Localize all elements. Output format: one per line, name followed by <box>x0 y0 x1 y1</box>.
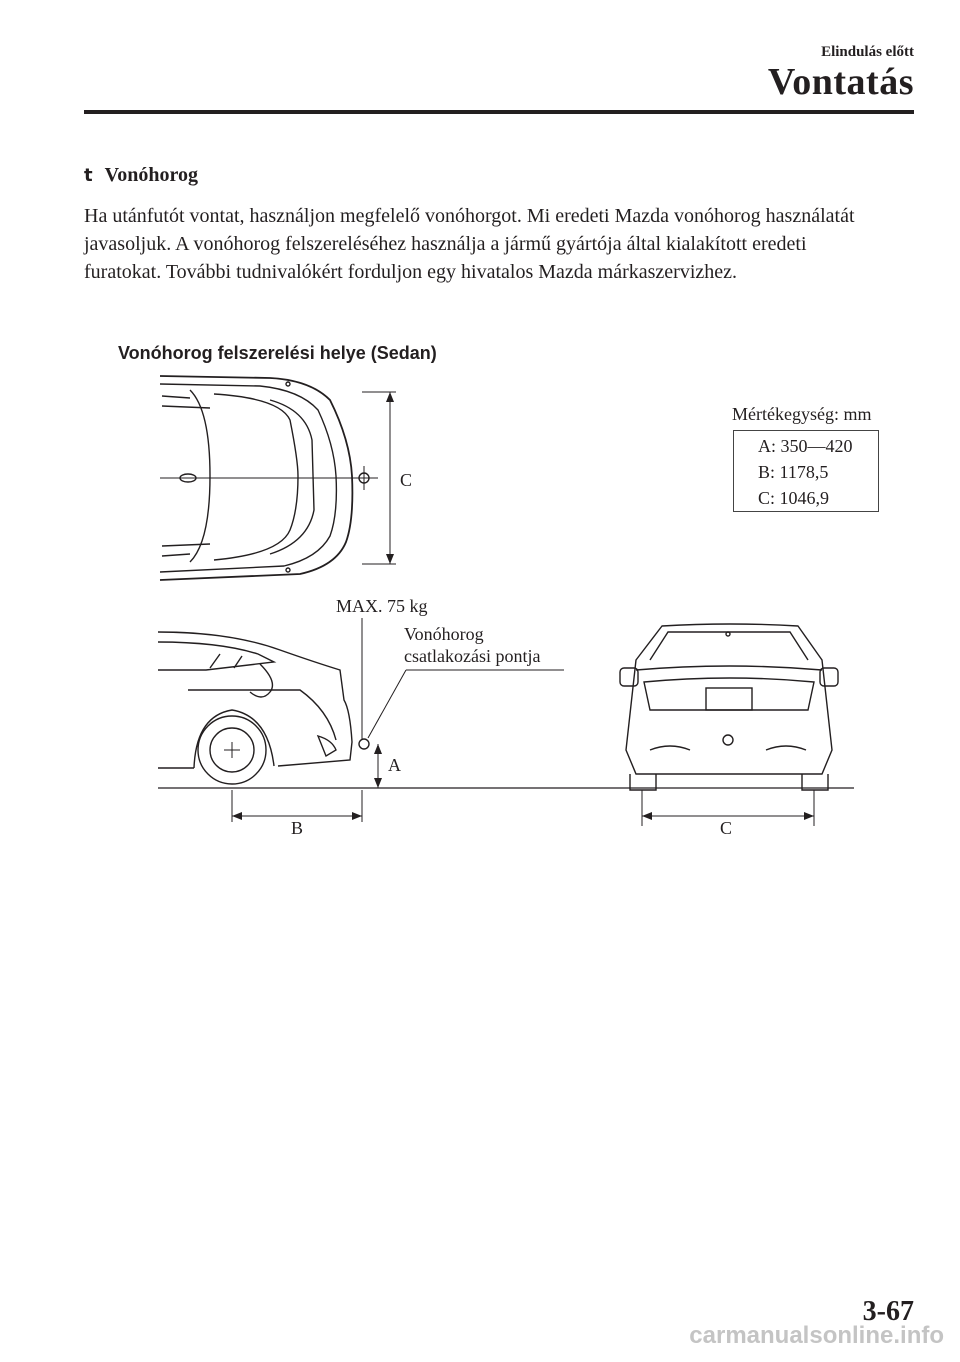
hitch-leader <box>368 670 564 738</box>
label-a: A <box>388 755 401 775</box>
page-number: 3-67 <box>862 1296 914 1327</box>
side-view-car <box>158 632 369 784</box>
towbar-diagram <box>150 370 860 840</box>
dimension-a <box>374 744 382 788</box>
spec-b: B: 1178,5 <box>758 462 829 482</box>
rear-view-car <box>620 624 838 790</box>
watermark: carmanualsonline.info <box>689 1322 944 1349</box>
section-heading-text: Vonóhorog <box>104 164 198 186</box>
body-paragraph: Ha utánfutót vontat, használjon megfelelő vonóhorgot. Mi eredeti Mazda vonóhorog használatát javasoljuk. A vonóhorog felszereléséhez használja a jármű gyártója által kialakított eredeti furatokat. További tudnivalókért forduljon egy hivatalos Mazda márkaszervizhez. <box>84 205 855 283</box>
header-section-label: Elindulás előtt <box>821 44 914 60</box>
label-hitch-line2: csatlakozási pontja <box>404 646 541 666</box>
label-hitch-line1: Vonóhorog <box>404 624 484 644</box>
label-max-load: MAX. 75 kg <box>336 596 428 616</box>
page-title: Vontatás <box>767 61 914 103</box>
figure-title: Vonóhorog felszerelési helye (Sedan) <box>118 343 437 363</box>
header-rule <box>84 110 914 114</box>
section-marker-icon: t <box>84 165 93 186</box>
label-c-rear: C <box>720 818 733 838</box>
spec-a: A: 350—420 <box>758 436 853 456</box>
top-view-car <box>160 376 378 580</box>
label-c-top: C <box>400 470 413 490</box>
section-heading <box>84 164 198 187</box>
label-b: B <box>291 818 304 838</box>
spec-c: C: 1046,9 <box>758 488 830 508</box>
unit-label: Mértékegység: mm <box>732 404 872 424</box>
